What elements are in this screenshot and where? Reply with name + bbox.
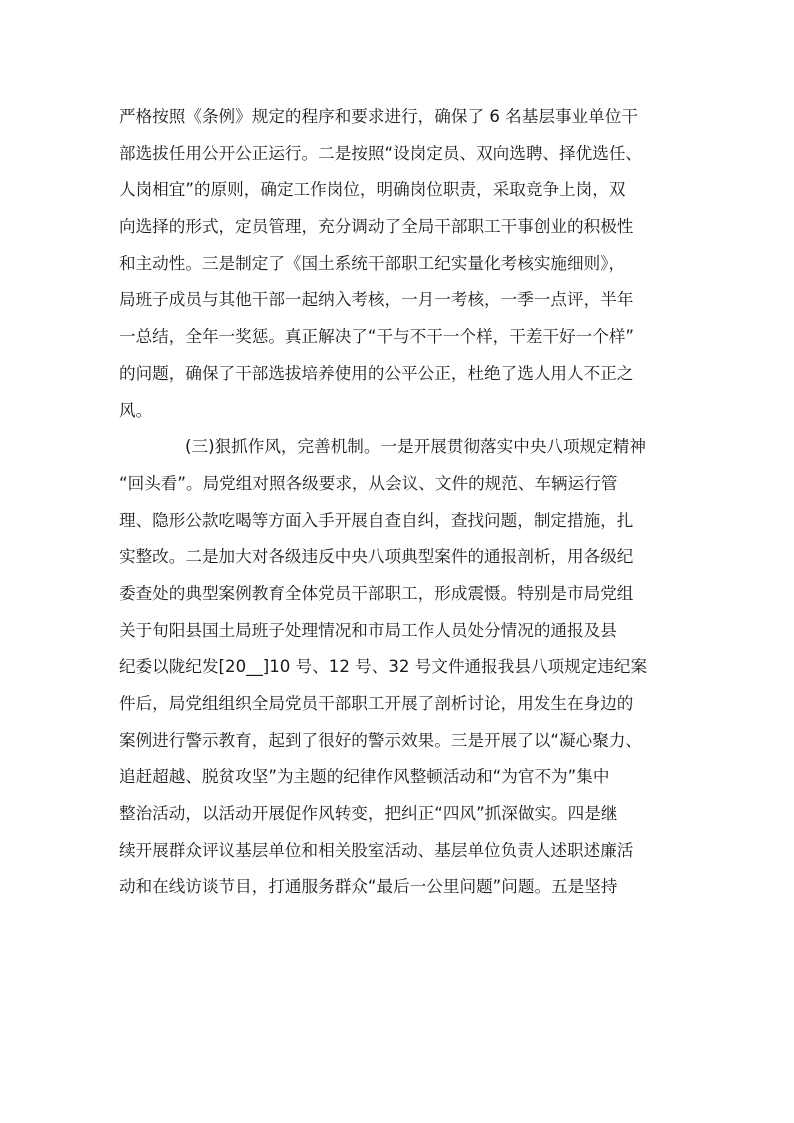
text-line: 动和在线访谈节目，打通服务群众“最后一公里问题”问题。五是坚持 — [119, 877, 618, 897]
text-line: 件后，局党组组织全局党员干部职工开展了剖析讨论，用发生在身边的 — [119, 694, 634, 713]
text-line: 严格按照《条例》规定的程序和要求进行，确保了 6 名基层事业单位干 — [119, 107, 638, 126]
text-line: 整治活动，以活动开展促作风转变，把纠正“四风”抓深做实。四是继 — [119, 804, 618, 824]
text-line: “回头看”。局党组对照各级要求，从会议、文件的规范、车辆运行管 — [119, 473, 618, 493]
text-line: 实整改。二是加大对各级违反中央八项典型案件的通报剖析，用各级纪 — [119, 547, 634, 567]
text-line: 委查处的典型案例教育全体党员干部职工，形成震慑。特别是市局党组 — [119, 583, 634, 603]
text-line: 的问题，确保了干部选拔培养使用的公平公正，杜绝了选人用人不正之 — [119, 363, 634, 383]
text-line: 部选拔任用公开公正运行。二是按照“设岗定员、双向选聘、择优选任、 — [119, 143, 643, 163]
text-line: 局班子成员与其他干部一起纳入考核，一月一考核，一季一点评，半年 — [119, 290, 634, 310]
section-heading-line: (三)狠抓作风，完善机制。一是开展贯彻落实中央八项规定精神 — [185, 437, 646, 457]
text-line: 关于旬阳县国土局班子处理情况和市局工作人员处分情况的通报及县 — [119, 620, 617, 640]
text-line: 纪委以陇纪发[20__]10 号、12 号、32 号文件通报我县八项规定违纪案 — [119, 657, 648, 677]
text-line: 续开展群众评议基层单位和相关股室活动、基层单位负责人述职述廉活 — [119, 840, 634, 860]
text-line: 案例进行警示教育，起到了很好的警示效果。三是开展了以“凝心聚力、 — [119, 730, 643, 750]
text-line: 和主动性。三是制定了《国土系统干部职工纪实量化考核实施细则》， — [119, 253, 626, 273]
text-line: 追赶超越、脱贫攻坚”为主题的纪律作风整顿活动和“为官不为”集中 — [119, 767, 610, 787]
text-line: 风。 — [119, 400, 153, 420]
text-line: 人岗相宜”的原则，确定工作岗位，明确岗位职责，采取竞争上岗，双 — [119, 180, 626, 200]
body-text — [119, 99, 689, 906]
text-line: 一总结，全年一奖惩。真正解决了“干与不干一个样，干差干好一个样” — [119, 327, 635, 347]
text-line: 理、隐形公款吃喝等方面入手开展自查自纠，查找问题，制定措施，扎 — [119, 510, 634, 530]
text-line: 向选择的形式，定员管理，充分调动了全局干部职工干事创业的积极性 — [119, 217, 634, 237]
